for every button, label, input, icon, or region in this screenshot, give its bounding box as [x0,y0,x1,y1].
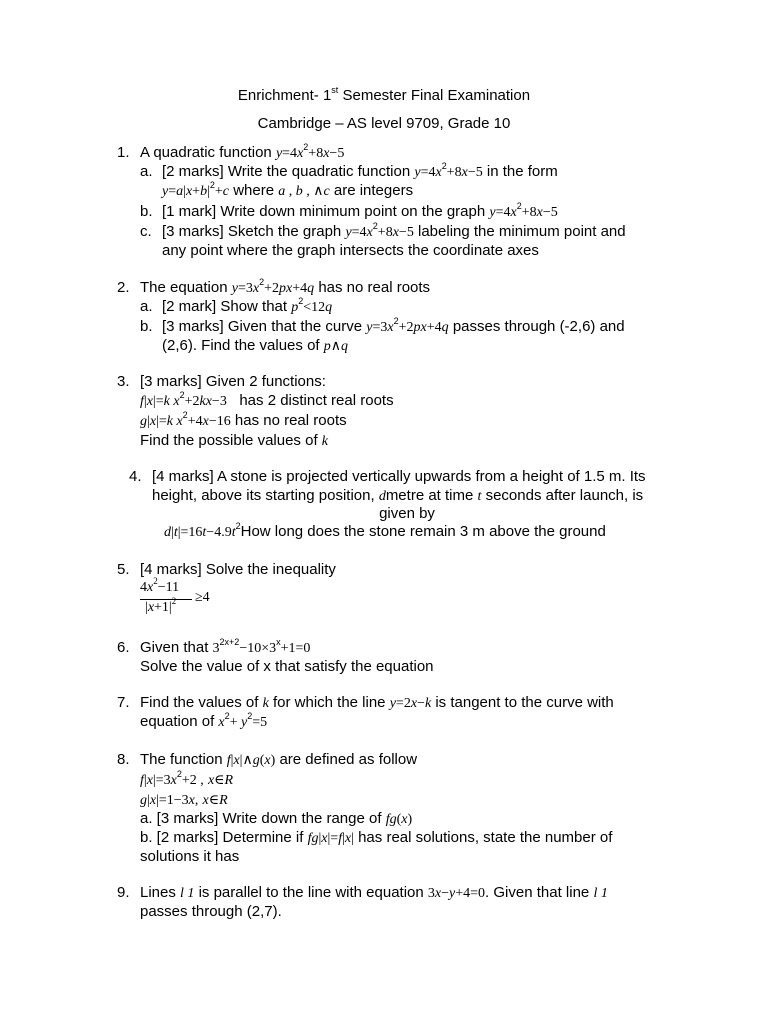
find-prompt: Find the possible values of k [140,432,328,449]
part-b-label: b. [140,203,153,220]
part-b-text: [3 marks] Given that the curve $y=3x^2+2px+4q$ passes through (-2,6) and [162,316,625,335]
part-b-label: b. [140,318,153,335]
function-f: f|x|=k $x^2+2kx-3$ has 2 distinct real roots [140,390,394,409]
exam-subtitle: Cambridge – AS level 9709, Grade 10 [257,115,511,132]
question-line-2: passes through (2,7). [140,903,282,920]
question-line-2: height, above its starting position, dmetre at time t seconds after launch, is [152,487,644,504]
part-a-text: a. [3 marks] Write down the range of fg(x) [140,810,413,827]
part-b-continued: solutions it has [140,848,240,865]
question-number: 7. [117,694,130,711]
part-a-text: [2 mark] Show that $p^2<12q$ [162,296,333,315]
part-c-continued: any point where the graph intersects the coordinate axes [162,242,539,259]
question-number: 9. [117,884,130,901]
function-g: g|x|=1−3x, x∈R [140,793,228,808]
part-b-text: b. [2 marks] Determine if fg|x|=f|x| has real solutions, state the number of [140,829,613,846]
question-stem: Lines l 1 is parallel to the line with equation 3x−y+4=0. Given that line l 1 [140,884,608,901]
question-line-3: given by [379,505,435,522]
exam-title: Enrichment- 1st Semester Final Examination [237,85,531,104]
part-c-label: c. [140,223,152,240]
question-stem: [3 marks] Given 2 functions: [140,373,326,390]
question-number: 4. [129,468,142,485]
question-stem: The equation $y=3x^2+2px+4q$ has no real roots [140,277,431,296]
question-stem: [4 marks] A stone is projected vertically upwards from a height of 1.5 m. Its [152,468,646,485]
question-number: 1. [117,144,130,161]
part-a-form: $y=a|x+b|^2+c$ where a , b , ∧c are integers [162,180,414,199]
question-stem: [4 marks] Solve the inequality [140,561,336,578]
question-stem: A quadratic function $y=4x^2+8x-5$ [140,142,345,161]
function-g: g|x|=k $x^2+4x-16$ has no real roots [140,410,347,429]
question-stem: Given that $3^{2x+2}-10\times 3^x+1=0$ [140,637,311,656]
question-number: 2. [117,279,130,296]
part-b-text: [1 mark] Write down minimum point on the graph $y=4x^2+8x-5$ [162,201,558,220]
part-b-continued: (2,6). Find the values of p∧q [162,337,349,354]
part-a-text: [2 marks] Write the quadratic function $y=4x^2+8x-5$ in the form [162,161,558,180]
part-a-label: a. [140,298,153,315]
question-number: 8. [117,751,130,768]
question-number: 6. [117,639,130,656]
function-f: $f|x|=3x^2+2$ , x∈R [140,769,234,788]
part-a-label: a. [140,163,153,180]
question-stem: Find the values of k for which the line y=2x−k is tangent to the curve with [140,694,614,711]
question-line-4: $d|t|=16t-4.9t^2How$ long does the stone remain 3 m above the ground [164,521,606,540]
question-number: 3. [117,373,130,390]
question-line-2: Solve the value of x that satisfy the equation [140,658,434,675]
question-stem: The function f|x|∧g(x) are defined as follow [140,751,418,768]
part-c-text: [3 marks] Sketch the graph $y=4x^2+8x-5$ labeling the minimum point and [162,221,626,240]
question-number: 5. [117,561,130,578]
question-line-2: equation of $x^2+ y^2=5$ [140,711,268,730]
